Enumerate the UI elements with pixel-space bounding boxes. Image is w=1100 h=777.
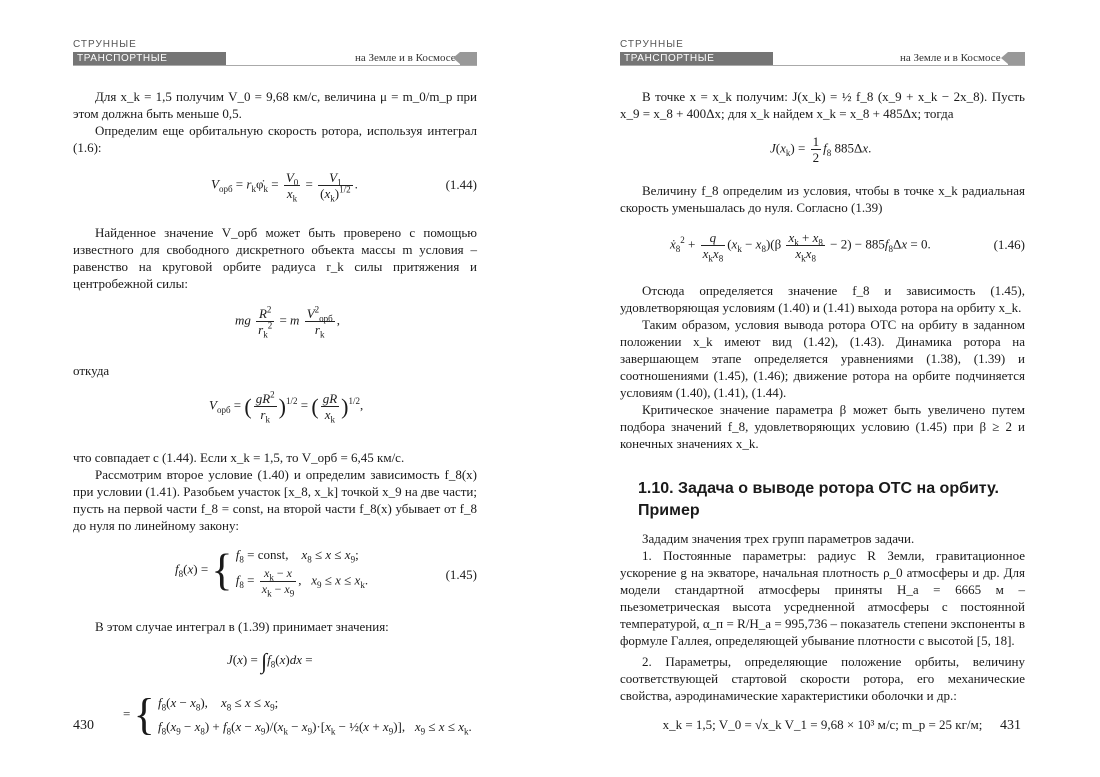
header-subtitle-bar: ТРАНСПОРТНЫЕ СИСТЕМЫ >> bbox=[620, 52, 773, 65]
header-tab-marker bbox=[460, 52, 477, 65]
equation-force-balance: mg $\frac{R^2}{r_k^2}$ = m $\frac{V^2_{орб}}{r_k}$ , bbox=[235, 304, 340, 340]
equation-integral-cases: = { $f_8(x - x_8)$, $x_8 \le x \le x_9$; $f_8(x_9 - x_8) + f_8(x - x_9)/(x_k - x_9)\cdot[x_k$ − ½(x + $x_9$)], $x_9 \le x \le x_k$. bbox=[123, 690, 472, 739]
paragraph: Таким образом, условия вывода ротора ОТС на орбиту в заданном положении x_k имеют вид (1.42), (1.43). Динамика ротора на завершающем этапе определяется уравнениями (1.38), (1.39) и соотношениями (1.45), (1.46); движение ротора на орбите подчиняется условиям (1.40), (1.41), (1.44). bbox=[620, 317, 1025, 400]
paragraph: Найденное значение V_орб может быть проверено с помощью известного для свободного дискретного объекта массы m условия – равенство на круговой орбите радиуса r_k силы притяжения и центробежной силы: bbox=[73, 225, 477, 291]
paragraph: Определим еще орбитальную скорость ротора, используя интеграл (1.6): bbox=[73, 123, 477, 155]
equation-1-45: $f_8(x)$ = { $f_8$ = const, $x_8 \le x \le x_9$; $f_8$ = $\frac{x_k - x}{x_k - x_9}$ , $x_9 \le x \le x_k$. (1.45) bbox=[175, 545, 477, 599]
equation-number: (1.46) bbox=[993, 237, 1025, 252]
paragraph: Рассмотрим второе условие (1.40) и определим зависимость f_8(x) при условии (1.41). Разобьем участок [x_8, x_k] точкой x_9 на две части; пусть на первой части f_8 = const, на второй части f_8(x) убывает от f_8 до нуля по линейному закону: bbox=[73, 467, 477, 533]
header-tab-marker bbox=[1008, 52, 1025, 65]
paragraph: 1. Постоянные параметры: радиус R Земли, гравитационное ускорение g на экваторе, начальная плотность ρ_0 атмосферы и др. Для модели стандартной атмосферы приняты H_a = 6665 м – пьезометрическая высота усредненной атмосферы с постоянной температурой, α_п = R/H_a = 995,736 – показатель степени экспоненты в формуле Галлея, определяющей убывание плотности с высотой [5, 18]. bbox=[620, 548, 1025, 648]
header-title: СТРУННЫЕ bbox=[620, 39, 684, 50]
paragraph: В этом случае интеграл в (1.39) принимает значения: bbox=[95, 619, 389, 634]
paragraph: В точке x = x_k получим: J(x_k) = ½ f_8 (x_9 + x_k − 2x_8). Пусть x_9 = x_8 + 400Δx; для x_k найдем x_k = x_8 + 485Δx; тогда bbox=[620, 89, 1025, 121]
equation-integral: $J(x) = \int f_8(x)dx$ = bbox=[227, 648, 313, 674]
equation-number: (1.44) bbox=[445, 177, 477, 192]
header-caption: на Земле и в Космосе bbox=[355, 52, 456, 64]
header-caption: на Земле и в Космосе bbox=[900, 52, 1001, 64]
paragraph: откуда bbox=[73, 363, 110, 378]
paragraph: 2. Параметры, определяющие положение орбиты, величину соответствующей стартовой скорости ротора, его механические свойства, аэродинамические характеристики оболочки и др.: bbox=[620, 654, 1025, 703]
paragraph: Отсюда определяется значение f_8 и зависимость (1.45), удовлетворяющая условиям (1.40) и (1.41) выхода ротора на орбиту x_k. bbox=[620, 283, 1025, 315]
page-number: 430 bbox=[73, 718, 94, 733]
equation-j-xk: $J(x_k)$ = $\frac{1}{2}$ $f_8$ 885Δx. bbox=[770, 134, 872, 165]
paragraph: Критическое значение параметра β может быть увеличено путем подбора значений f_8, удовлетворяющих условию (1.45) при β ≥ 2 и конечных значениях x_k. bbox=[620, 402, 1025, 451]
paragraph: Для x_k = 1,5 получим V_0 = 9,68 км/с, величина μ = m_0/m_p при этом должна быть меньше 0,5. bbox=[73, 89, 477, 121]
equation-1-44: $V_{орб}$ = $r_k\varphi̇_k$ = $\frac{V_0}{x_k}$ = $\frac{V_1}{(x_k)^{1/2}}$ . (1.44) bbox=[211, 170, 477, 204]
left-page-content bbox=[73, 88, 477, 749]
equation-number: (1.45) bbox=[445, 567, 477, 582]
header-subtitle-bar: ТРАНСПОРТНЫЕ СИСТЕМЫ >> bbox=[73, 52, 226, 65]
right-page-content bbox=[620, 88, 1025, 733]
header-rule bbox=[620, 65, 1025, 66]
paragraph: Зададим значения трех групп параметров задачи. bbox=[642, 531, 915, 546]
equation-parameters: x_k = 1,5; V_0 = √x_k V_1 = 9,68 × 10³ м/с; m_p = 25 кг/м; bbox=[662, 717, 983, 732]
section-heading: 1.10. Задача о выводе ротора ОТС на орбиту. Пример bbox=[638, 480, 999, 519]
paragraph: что совпадает с (1.44). Если x_k = 1,5, то V_орб = 6,45 км/с. bbox=[73, 450, 405, 465]
equation-1-46: ẋ$_8^2$ + $\frac{q}{x_kx_8}$ $(x_k - x_8)(\beta$ $\frac{x_k + x_8}{x_kx_8}$ − $2) - 885f_8\Delta x = 0$. (1.46) bbox=[670, 230, 1025, 264]
header-rule bbox=[73, 65, 477, 66]
page-number: 431 bbox=[1000, 718, 1021, 733]
equation-orbital-speed: $V_{орб}$ = ( $\frac{gR^2}{r_k}$ )$^{1/2}$ = ( $\frac{gR}{x_k}$ )$^{1/2}$, bbox=[209, 389, 364, 425]
header-title: СТРУННЫЕ bbox=[73, 39, 137, 50]
paragraph: Величину f_8 определим из условия, чтобы в точке x_k радиальная скорость уменьшалась до нуля. Согласно (1.39) bbox=[620, 183, 1025, 215]
